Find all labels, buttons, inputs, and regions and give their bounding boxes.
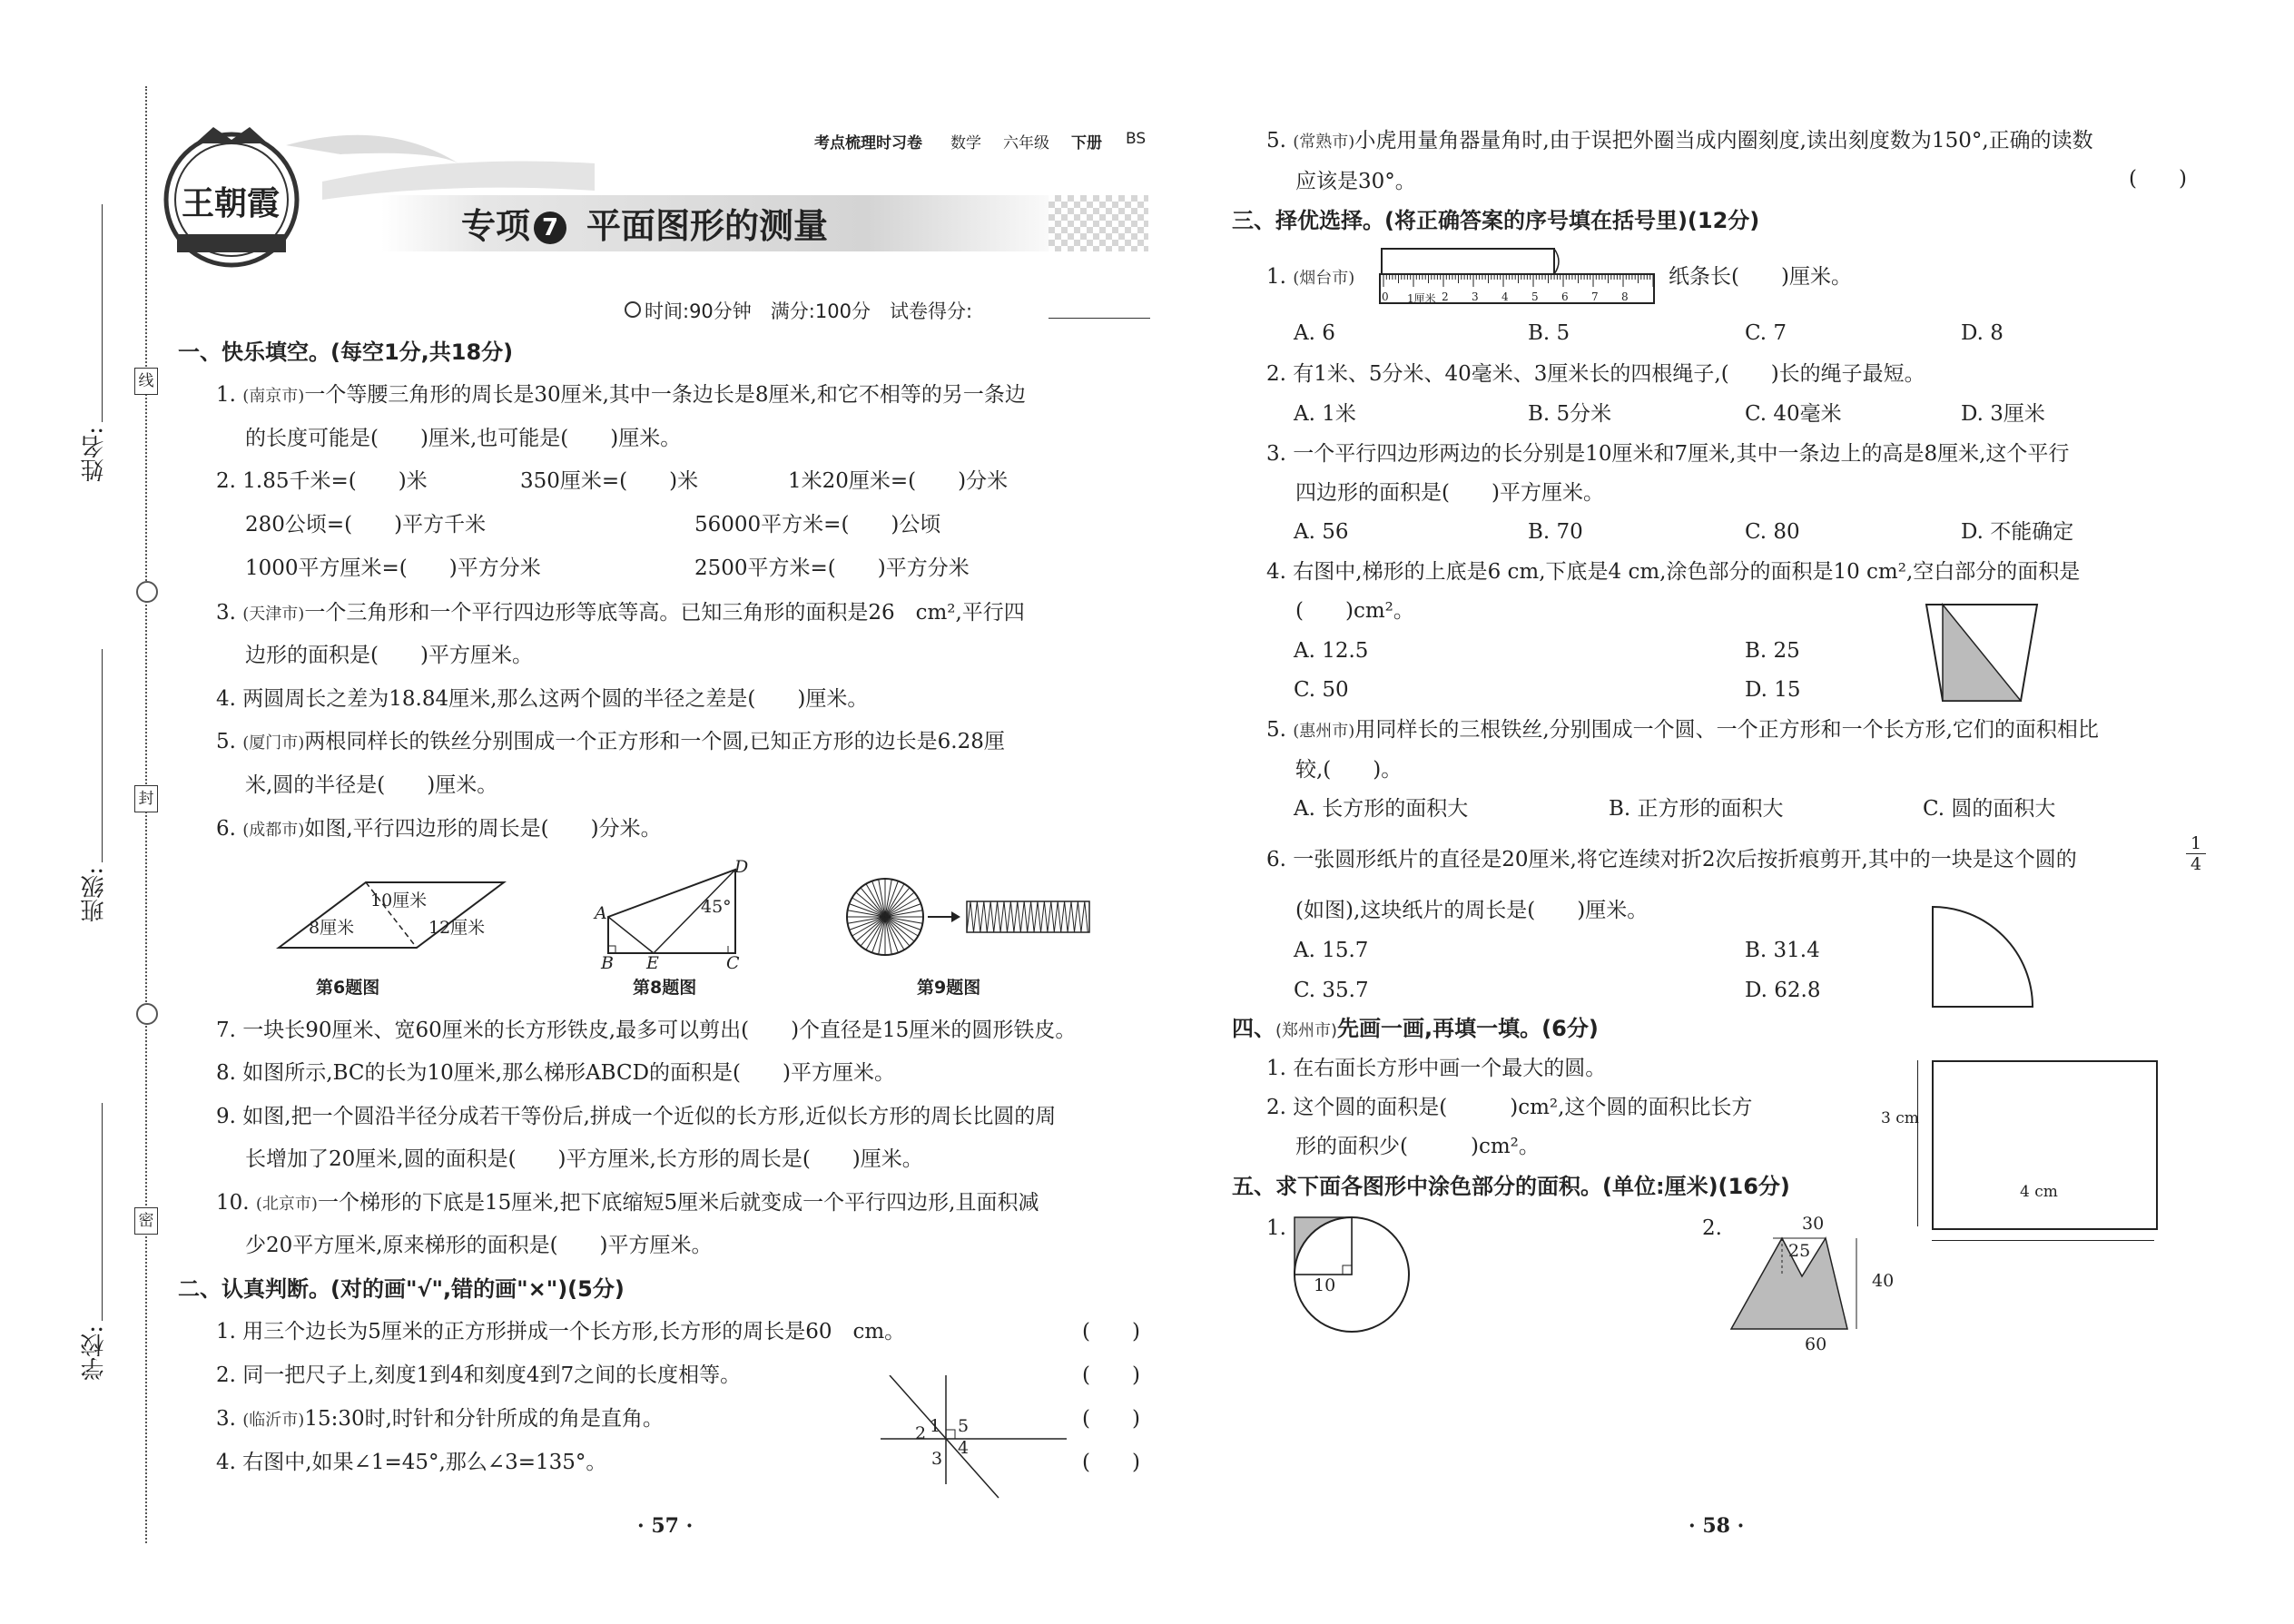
exam-meta: 时间:90分钟 满分:100分 试卷得分: (645, 300, 973, 322)
figure-6-parallelogram (268, 871, 513, 953)
choice-1-tail: 纸条长( )厘米。 (1669, 265, 1852, 289)
choice-4-opt-a[interactable]: A. 12.5 (1294, 639, 1369, 663)
choice-4-opt-b[interactable]: B. 25 (1745, 639, 1800, 663)
title-text: 平面图形的测量 (586, 206, 829, 246)
choice-6-opt-c[interactable]: C. 35.7 (1294, 979, 1369, 1002)
choice-1-opt-d[interactable]: D. 8 (1961, 321, 2004, 345)
city-tag: (烟台市) (1293, 269, 1355, 288)
angle-label-5: 5 (958, 1416, 970, 1436)
draw-2-line1: 2. 这个圆的面积是( )cm²,这个圆的面积比长方 (1266, 1096, 1753, 1119)
q1-line2: 的长度可能是( )厘米,也可能是( )厘米。 (245, 427, 682, 450)
city-tag: (南京市) (242, 387, 305, 406)
title-prefix: 专项 (461, 206, 531, 246)
width-dimension (1932, 1240, 2154, 1241)
q7-line: 7. 一块长90厘米、宽60厘米的长方形铁皮,最多可以剪出( )个直径是15厘米的圆形铁皮。 (216, 1019, 1077, 1042)
ornament-icon (136, 581, 158, 603)
ruler-tick-labels: 0 1厘米 2 3 4 5 6 7 8 (1382, 290, 1629, 305)
q2-item-b: 350厘米=( )米 (520, 469, 699, 493)
q9-line1: 9. 如图,把一个圆沿半径分成若干等份后,拼成一个近似的长方形,近似长方形的周长比圆的周 (216, 1105, 1057, 1128)
judge-2: 2. 同一把尺子上,刻度1到4和刻度4到7之间的长度相等。 (216, 1363, 742, 1387)
q3-line1: 3. (天津市)一个三角形和一个平行四边形等底等高。已知三角形的面积是26 cm²,平行四 (216, 601, 1025, 625)
fig8-label-angle: 45° (701, 897, 732, 917)
angle-figure (881, 1375, 1076, 1502)
angle-label-3: 3 (931, 1449, 943, 1469)
q2-item-a: 2. 1.85千米=( )米 (216, 469, 428, 493)
rect-height-label: 3 cm (1881, 1109, 1919, 1127)
choice-3-line2: 四边形的面积是( )平方厘米。 (1295, 481, 1604, 505)
seal-mark-seal: 封 (134, 785, 158, 812)
problem-2-label-base: 60 (1805, 1334, 1827, 1354)
choice-5-opt-b[interactable]: B. 正方形的面积大 (1609, 797, 1784, 821)
choice-5-opt-a[interactable]: A. 长方形的面积大 (1294, 797, 1469, 821)
page-title (461, 198, 828, 248)
fraction-one-quarter: 1 4 (2186, 833, 2206, 874)
header-edition: BS (1126, 130, 1147, 148)
choice-6-opt-a[interactable]: A. 15.7 (1294, 939, 1369, 962)
choice-1-opt-b[interactable]: B. 5 (1528, 321, 1570, 345)
q3-line2: 边形的面积是( )平方厘米。 (245, 644, 533, 667)
q9-line2: 长增加了20厘米,圆的面积是( )平方厘米,长方形的周长是( )厘米。 (245, 1147, 923, 1171)
choice-1-opt-a[interactable]: A. 6 (1294, 321, 1335, 345)
judge-5-line1: 5. (常熟市)小虎用量角器量角时,由于误把外圈当成内圈刻度,读出刻度数为150°,正确的读数 (1266, 129, 2093, 153)
fig6-label-left: 8厘米 (309, 918, 355, 938)
choice-1-stem: 1. (烟台市) (1266, 265, 1355, 289)
q2-item-c: 1米20厘米=( )分米 (788, 469, 1009, 493)
q10-line1: 10. (北京市)一个梯形的下底是15厘米,把下底缩短5厘米后就变成一个平行四边形,且面积减 (216, 1191, 1039, 1215)
choice-4-opt-d[interactable]: D. 15 (1745, 678, 1801, 702)
fig8-label-c: C (726, 953, 740, 973)
choice-5-line1: 5. (惠州市)用同样长的三根铁丝,分别围成一个圆、一个正方形和一个长方形,它们的面积相比 (1266, 718, 2099, 742)
answer-paren[interactable]: ( ) (2129, 167, 2187, 191)
page-number-right: · 58 · (1689, 1514, 1745, 1538)
problem-2-label-height: 40 (1872, 1271, 1895, 1291)
problem-1-label: 10 (1314, 1275, 1336, 1295)
answer-paren[interactable]: ( ) (1082, 1407, 1140, 1431)
fig8-label-b: B (601, 953, 614, 973)
fig9-caption: 第9题图 (917, 978, 981, 998)
q1-line1: 1. (南京市)一个等腰三角形的周长是30厘米,其中一条边长是8厘米,和它不相等的另一条边 (216, 383, 1026, 407)
fig6-label-top: 10厘米 (370, 891, 428, 910)
school-blank (102, 1103, 103, 1321)
school-label: 学校: (81, 1325, 108, 1381)
judge-1: 1. 用三个边长为5厘米的正方形拼成一个长方形,长方形的周长是60 cm。 (216, 1320, 906, 1343)
choice-2-opt-a[interactable]: A. 1米 (1294, 402, 1356, 426)
angle-label-1: 1 (930, 1416, 941, 1436)
choice-3-opt-c[interactable]: C. 80 (1745, 520, 1800, 544)
logo-text: 王朝霞 (182, 184, 281, 222)
problem-1-number: 1. (1266, 1216, 1286, 1240)
clock-icon (625, 301, 641, 318)
choice-4-line1: 4. 右图中,梯形的上底是6 cm,下底是4 cm,涂色部分的面积是10 cm²,空白部分的面积是 (1266, 560, 2081, 584)
answer-paren[interactable]: ( ) (1082, 1320, 1140, 1343)
judge-3: 3. (临沂市)15:30时,时针和分针所成的角是直角。 (216, 1407, 664, 1431)
city-tag: (郑州市) (1275, 1021, 1338, 1040)
choice-6-opt-b[interactable]: B. 31.4 (1745, 939, 1820, 962)
choice-6-line2: (如图),这块纸片的周长是( )厘米。 (1295, 899, 1649, 922)
section-5-heading: 五、求下面各图形中涂色部分的面积。(单位:厘米)(16分) (1232, 1174, 1790, 1199)
height-dimension (1917, 1060, 1918, 1226)
city-tag: (成都市) (242, 821, 305, 840)
class-blank (102, 649, 103, 862)
fig8-label-d: D (734, 857, 749, 877)
fig8-caption: 第8题图 (633, 978, 697, 998)
problem-1-figure (1289, 1212, 1416, 1339)
binding-line (145, 86, 147, 1543)
draw-2-line2: 形的面积少( )cm²。 (1295, 1135, 1540, 1158)
fig8-label-e: E (646, 953, 659, 973)
trapezoid-figure (1923, 601, 2041, 705)
city-tag: (常熟市) (1293, 133, 1355, 152)
choice-5-line2: 较,( )。 (1295, 758, 1403, 782)
score-blank[interactable] (1049, 318, 1150, 319)
q2-item-d: 280公顷=( )平方千米 (245, 513, 487, 536)
choice-4-line2: ( )cm²。 (1295, 599, 1414, 623)
header-subject: 数学 (950, 134, 981, 153)
choice-2-opt-d[interactable]: D. 3厘米 (1961, 402, 2045, 426)
class-label: 班级: (81, 867, 108, 922)
choice-4-opt-c[interactable]: C. 50 (1294, 678, 1349, 702)
choice-3-opt-b[interactable]: B. 70 (1528, 520, 1583, 544)
section-2-heading: 二、认真判断。(对的画"√",错的画"×")(5分) (178, 1276, 625, 1302)
judge-4: 4. 右图中,如果∠1=45°,那么∠3=135°。 (216, 1451, 607, 1474)
seal-mark-line: 线 (134, 368, 158, 395)
angle-label-2: 2 (915, 1423, 927, 1443)
choice-2-stem: 2. 有1米、5分米、40毫米、3厘米长的四根绳子,( )长的绳子最短。 (1266, 362, 1925, 386)
choice-3-opt-a[interactable]: A. 56 (1294, 520, 1349, 544)
section-4-heading: 四、(郑州市)先画一画,再填一填。(6分) (1232, 1016, 1599, 1041)
seal-mark-secret: 密 (134, 1207, 158, 1235)
draw-1: 1. 在右面长方形中画一个最大的圆。 (1266, 1057, 1607, 1080)
ornament-icon (136, 1003, 158, 1025)
angle-label-4: 4 (958, 1438, 970, 1458)
fig6-label-right: 12厘米 (428, 918, 486, 938)
judge-5-line2: 应该是30°。 (1295, 170, 1416, 193)
problem-2-label-depth: 25 (1788, 1241, 1811, 1261)
header-volume: 下册 (1071, 134, 1102, 153)
q2-item-g: 2500平方米=( )平方分米 (694, 556, 970, 580)
q6-line: 6. (成都市)如图,平行四边形的周长是( )分米。 (216, 817, 662, 841)
choice-6-line1: 6. 一张圆形纸片的直径是20厘米,将它连续对折2次后按折痕剪开,其中的一块是这个圆的 (1266, 848, 2077, 871)
choice-6-opt-d[interactable]: D. 62.8 (1745, 979, 1821, 1002)
choice-1-opt-c[interactable]: C. 7 (1745, 321, 1787, 345)
q4-line: 4. 两圆周长之差为18.84厘米,那么这两个圆的半径之差是( )厘米。 (216, 687, 869, 711)
quarter-circle-figure (1929, 903, 2038, 1012)
problem-2-label-top: 30 (1802, 1214, 1825, 1234)
section-3-heading: 三、择优选择。(将正确答案的序号填在括号里)(12分) (1232, 208, 1760, 233)
drawing-rectangle[interactable] (1932, 1060, 2158, 1230)
choice-3-line1: 3. 一个平行四边形两边的长分别是10厘米和7厘米,其中一条边上的高是8厘米,这个平行 (1266, 442, 2070, 466)
section-1-heading: 一、快乐填空。(每空1分,共18分) (178, 340, 514, 365)
city-tag: (天津市) (242, 605, 305, 624)
name-blank (102, 204, 103, 422)
q2-item-e: 56000平方米=( )公顷 (694, 513, 941, 536)
city-tag: (厦门市) (242, 733, 305, 753)
page-number-left: · 57 · (637, 1514, 694, 1538)
q5-line1: 5. (厦门市)两根同样长的铁丝分别围成一个正方形和一个圆,已知正方形的边长是6.28厘 (216, 730, 1005, 753)
q8-line: 8. 如图所示,BC的长为10厘米,那么梯形ABCD的面积是( )平方厘米。 (216, 1061, 895, 1085)
q2-item-f: 1000平方厘米=( )平方分米 (245, 556, 541, 580)
name-label: 姓名: (81, 427, 108, 482)
q10-line2: 少20平方厘米,原来梯形的面积是( )平方厘米。 (245, 1234, 713, 1257)
answer-paren[interactable]: ( ) (1082, 1363, 1140, 1387)
choice-2-opt-c[interactable]: C. 40毫米 (1745, 402, 1842, 426)
city-tag: (惠州市) (1293, 722, 1355, 741)
city-tag: (临沂市) (242, 1411, 305, 1430)
header-series: 考点梳理时习卷 (814, 134, 922, 153)
figure-9-circle-rectangle (844, 876, 1098, 962)
q5-line2: 米,圆的半径是( )厘米。 (245, 773, 498, 797)
rect-width-label: 4 cm (2020, 1183, 2058, 1201)
checker-pattern (1049, 195, 1148, 251)
fig8-label-a: A (595, 903, 607, 923)
header-grade: 六年级 (1003, 134, 1049, 153)
city-tag: (北京市) (255, 1195, 318, 1214)
problem-2-number: 2. (1702, 1216, 1722, 1240)
answer-paren[interactable]: ( ) (1082, 1451, 1140, 1474)
choice-5-opt-c[interactable]: C. 圆的面积大 (1923, 797, 2056, 821)
title-number-badge: 7 (534, 212, 566, 244)
choice-3-opt-d[interactable]: D. 不能确定 (1961, 520, 2074, 544)
fig6-caption: 第6题图 (316, 978, 380, 998)
choice-2-opt-b[interactable]: B. 5分米 (1528, 402, 1612, 426)
